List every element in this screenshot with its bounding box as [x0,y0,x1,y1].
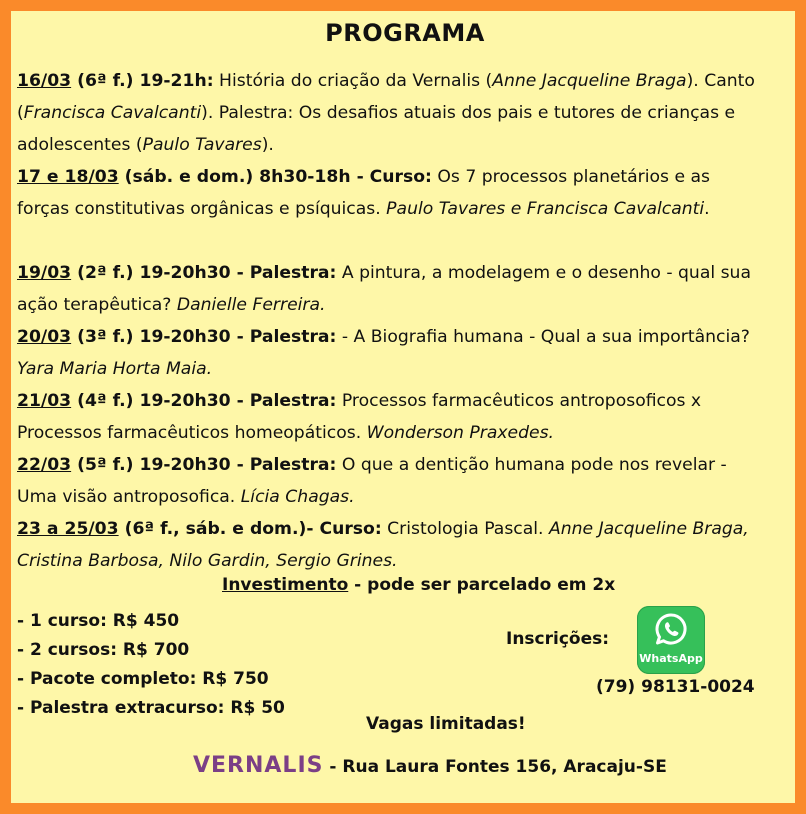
entry-when: (2ª f.) 19-20h30 - Palestra: [71,263,337,283]
whatsapp-label: WhatsApp [639,652,703,665]
entry-text: Cristologia Pascal. [381,519,549,539]
price-item: - 1 curso: R$ 450 [17,611,180,631]
entry-when: (sáb. e dom.) 8h30-18h - Curso: [118,167,432,187]
entry-speaker: Lícia Chagas. [240,486,355,507]
entry-speaker: Danielle Ferreira. [176,294,326,315]
entry-date: 23 a 25/03 [17,519,119,539]
entry-date: 22/03 [17,455,72,475]
address-text: - Rua Laura Fontes 156, Aracaju-SE [323,757,667,777]
price-item: - Palestra extracurso: R$ 50 [17,698,285,718]
price-item: - 2 cursos: R$ 700 [17,640,190,660]
entry-speaker: Yara Maria Horta Maia. [17,358,213,379]
entry-date: 19/03 [17,263,72,283]
footer-address [193,753,667,778]
program-entry-6 [17,450,767,514]
investment-note: - pode ser parcelado em 2x [348,575,616,595]
investment-heading [222,575,615,595]
entry-text: ). [261,134,274,155]
entry-date: 20/03 [17,327,72,347]
entry-speaker: Anne Jacqueline Braga [492,71,687,91]
entry-speaker: Wonderson Praxedes. [366,422,555,443]
program-entry-5 [17,386,767,450]
entry-when: (3ª f.) 19-20h30 - Palestra: [71,327,337,347]
program-entry-4 [17,322,767,386]
limited-spots-note: Vagas limitadas! [366,714,526,734]
price-item: - Pacote completo: R$ 750 [17,669,269,689]
program-entry-3 [17,258,767,322]
entry-when: (6ª f., sáb. e dom.)- Curso: [118,519,382,539]
brand-logo: VERNALIS [193,753,324,778]
investment-label: Investimento [222,575,349,595]
price-list [17,607,285,723]
program-entry-2 [17,162,767,226]
entry-text: - A Biografia humana - Qual a sua importância? [336,327,750,347]
entry-when: (5ª f.) 19-20h30 - Palestra: [71,455,337,475]
registration-label: Inscrições: [506,629,610,649]
entry-text: . [704,198,710,219]
entry-speaker: Francisca Cavalcanti [23,102,202,123]
entry-date: 16/03 [17,71,72,91]
entry-text: O que a dentição humana pode nos revelar - Uma visão antroposofica. [17,455,727,507]
whatsapp-icon [654,612,688,648]
entry-speaker: Paulo Tavares e Francisca Cavalcanti [386,198,705,219]
phone-number: (79) 98131-0024 [596,677,755,697]
page-title: PROGRAMA [325,19,485,47]
entry-text: ). Palestra: Os desafios atuais dos pais e tutores de crianças e adolescentes ( [17,102,736,155]
program-entry-7 [17,514,767,578]
program-entry-1 [17,66,767,161]
entry-date: 21/03 [17,391,72,411]
entry-text: Processos farmacêuticos antroposoficos x Processos farmacêuticos homeopáticos. [17,391,702,443]
entry-when: (6ª f.) 19-21h: [71,71,214,91]
entry-when: (4ª f.) 19-20h30 - Palestra: [71,391,337,411]
entry-speaker: Anne Jacqueline Braga, Cristina Barbosa, Nilo Gardin, Sergio Grines. [17,519,749,571]
entry-text: Os 7 processos planetários e as forças constitutivas orgânicas e psíquicas. [17,167,710,219]
entry-text: ). Canto ( [17,71,755,123]
entry-speaker: Paulo Tavares [142,134,262,155]
entry-text: A pintura, a modelagem e o desenho - qual sua ação terapêutica? [17,263,751,315]
entry-text: História do criação da Vernalis ( [213,71,493,91]
whatsapp-button[interactable] [637,606,705,674]
entry-date: 17 e 18/03 [17,167,119,187]
